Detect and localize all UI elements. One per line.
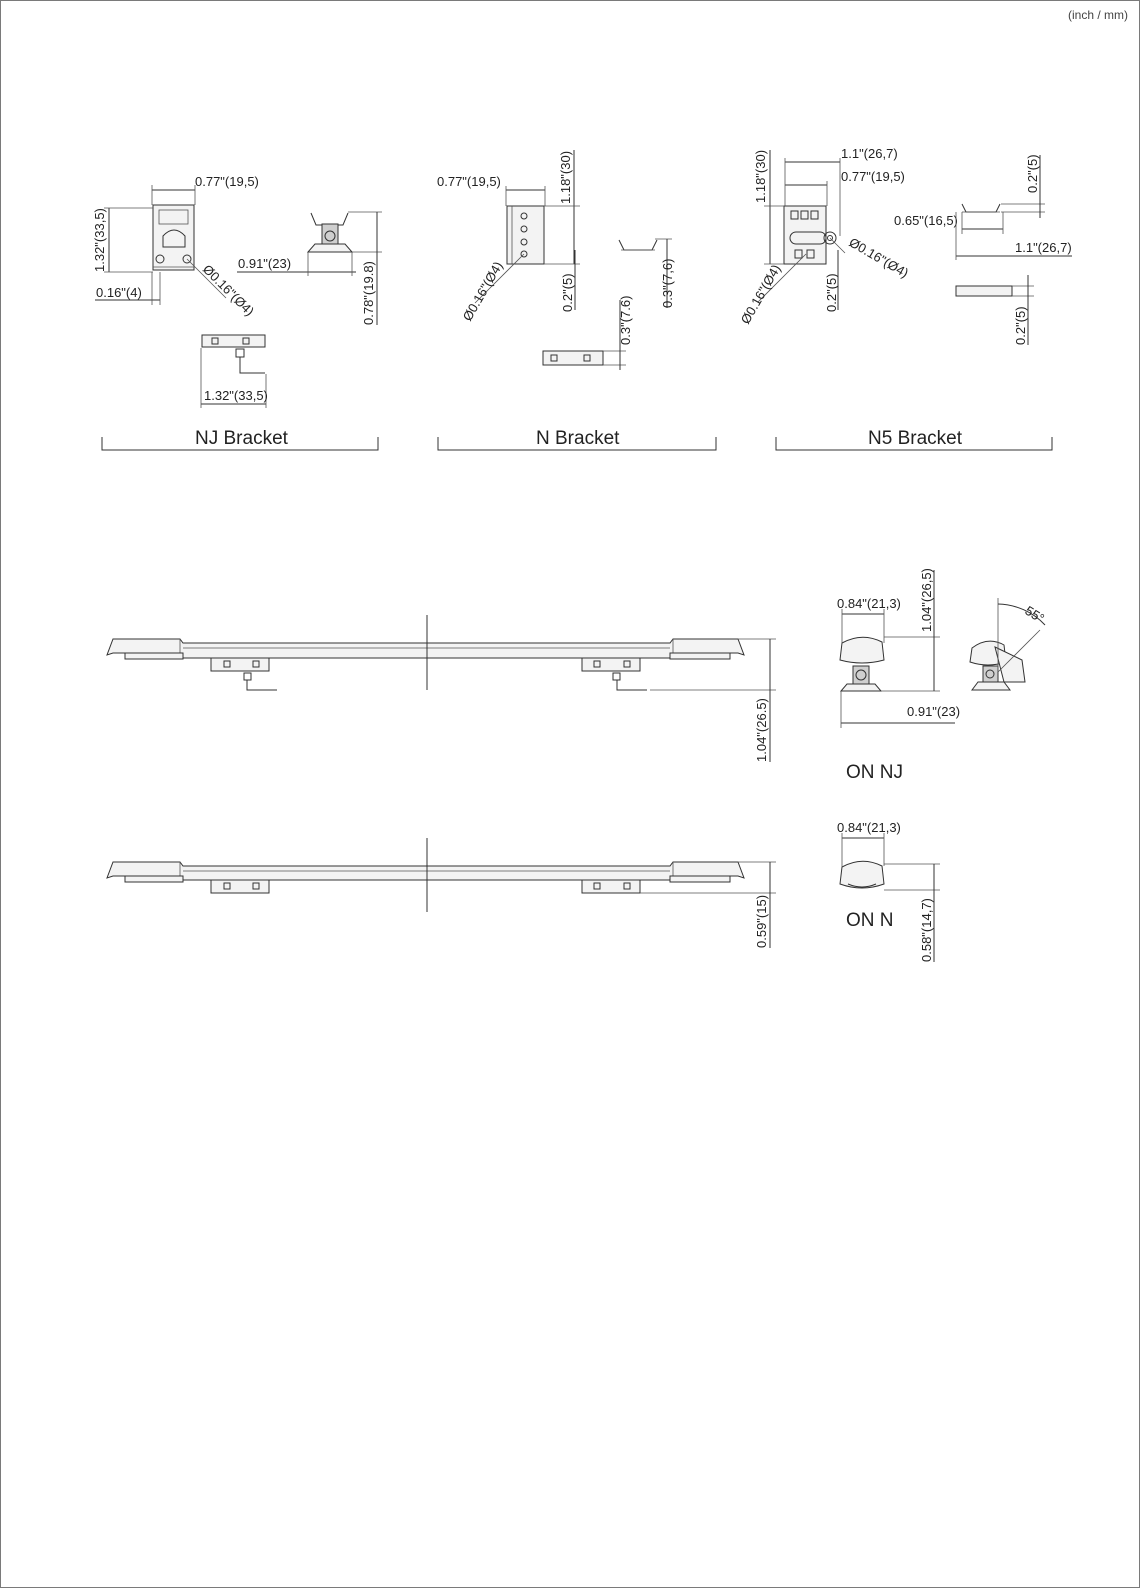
on-nj-light-bar <box>107 615 744 690</box>
on-n-fixture-group <box>107 820 940 962</box>
nj-dim-height: 1.32"(33,5) <box>92 208 107 272</box>
n5-dim-inner-width: 0.65"(16,5) <box>894 213 958 228</box>
on-nj-fixture-group <box>107 568 1047 783</box>
nj-bracket-title: NJ Bracket <box>195 428 288 449</box>
n5-dim-top-height: 0.2"(5) <box>1025 154 1040 193</box>
nj-dim-side-height: 0.78"(19.8) <box>361 261 376 325</box>
n-dim-hole: Ø0.16"(Ø4) <box>459 258 506 324</box>
nj-bracket-group <box>92 174 382 450</box>
on-n-light-bar <box>107 838 744 912</box>
units-label: (inch / mm) <box>1068 8 1128 22</box>
n-clip <box>543 351 603 365</box>
n5-plate <box>956 286 1012 296</box>
on-n-dim-width: 0.84"(21,3) <box>837 820 901 835</box>
n5-dim-hole-left: Ø0.16"(Ø4) <box>737 261 784 327</box>
on-nj-dim-width: 0.84"(21,3) <box>837 596 901 611</box>
n-dim-width: 0.77"(19,5) <box>437 174 501 189</box>
on-nj-label: ON NJ <box>846 762 903 783</box>
on-nj-dim-bar-height: 1.04"(26.5) <box>754 698 769 762</box>
n-bracket-side-view <box>619 240 657 250</box>
nj-dim-offset: 0.16"(4) <box>96 285 142 300</box>
n5-bracket-group <box>738 146 1072 450</box>
n-bracket-title: N Bracket <box>536 428 620 449</box>
on-n-dim-height: 0.58"(14,7) <box>919 898 934 962</box>
nj-clip <box>202 335 265 373</box>
on-n-label: ON N <box>846 910 894 931</box>
n5-dim-offset: 0.2"(5) <box>824 273 839 312</box>
n-dim-clip-height: 0.3"(7.6) <box>618 295 633 345</box>
n5-bracket-side-view <box>962 204 1000 212</box>
on-nj-tilted-view <box>970 641 1025 690</box>
nj-dim-clip: 1.32"(33,5) <box>204 388 268 403</box>
n-dim-side-height: 0.3"(7,6) <box>660 258 675 308</box>
n5-dim-height: 1.18"(30) <box>753 149 768 203</box>
on-nj-angle: 55° <box>1022 602 1048 626</box>
on-n-dim-bar-height: 0.59"(15) <box>754 894 769 948</box>
on-nj-cross-section <box>840 637 884 691</box>
n5-dim-width: 0.77"(19,5) <box>841 169 905 184</box>
nj-dim-hole: Ø0.16"(Ø4) <box>199 261 258 319</box>
n5-bracket-front-view <box>784 206 836 264</box>
on-n-cross-section <box>840 861 884 888</box>
n-dim-height: 1.18"(30) <box>558 150 573 204</box>
n5-dim-total-width: 1.1"(26,7) <box>841 146 898 161</box>
nj-dim-width: 0.77"(19,5) <box>195 174 259 189</box>
n5-dim-hole-right: Ø0.16"(Ø4) <box>846 234 912 281</box>
n5-bracket-title: N5 Bracket <box>868 428 962 449</box>
nj-dim-depth: 0.91"(23) <box>238 256 292 271</box>
nj-bracket-side-view <box>308 213 352 252</box>
n-bracket-group <box>437 150 716 450</box>
n5-dim-side-width: 1.1"(26,7) <box>1015 240 1072 255</box>
on-nj-dim-height: 1.04"(26,5) <box>919 568 934 632</box>
n5-dim-plate-height: 0.2"(5) <box>1013 306 1028 345</box>
on-nj-dim-depth: 0.91"(23) <box>907 704 961 719</box>
n-bracket-front-view <box>507 206 544 264</box>
n-dim-offset: 0.2"(5) <box>560 273 575 312</box>
